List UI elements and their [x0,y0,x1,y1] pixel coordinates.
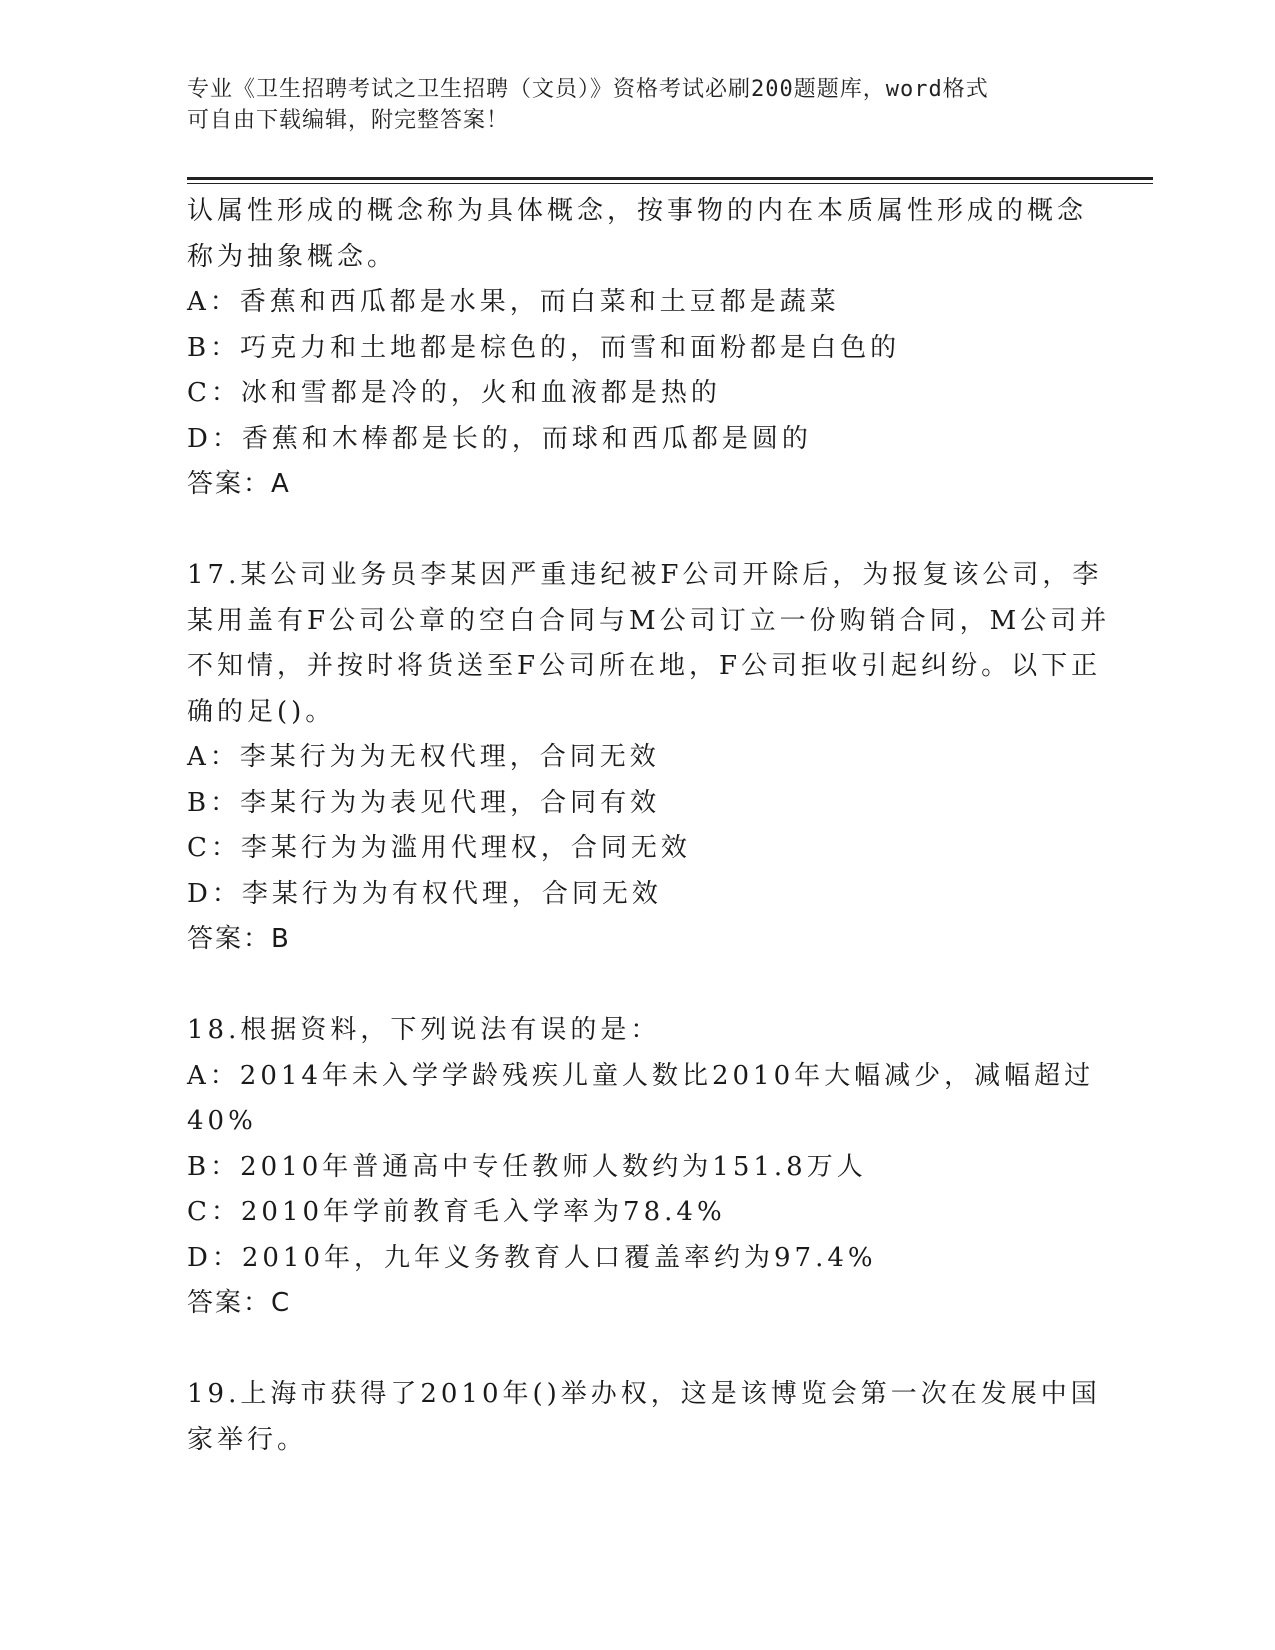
spacer [187,1327,1087,1373]
spacer [187,508,1087,554]
question-text-line: 认属性形成的概念称为具体概念，按事物的内在本质属性形成的概念 [187,196,1088,226]
document-body [187,189,1111,1463]
option-a: A：2014年未入学学龄残疾儿童人数比2010年大幅减少，减幅超过 [187,1060,1095,1091]
option-a: A：李某行为为无权代理，合同无效 [187,742,660,772]
header-line-2: 可自由下载编辑，附完整答案！ [187,108,510,133]
option-c: C：冰和雪都是冷的，火和血液都是热的 [187,378,721,408]
option-b: B：2010年普通高中专任教师人数约为151.8万人 [187,1151,867,1182]
option-b: B：巧克力和土地都是棕色的，而雪和面粉都是白色的 [187,332,901,363]
question-19 [187,1372,1101,1463]
question-text-line: 不知情，并按时将货送至F公司所在地，F公司拒收引起纠纷。以下正 [187,651,1102,681]
answer-line: 答案：B [187,924,291,954]
header-line-1: 专业《卫生招聘考试之卫生招聘（文员）》资格考试必刷200题题库，word格式 [187,77,989,102]
answer-line: 答案：C [187,1288,292,1318]
answer-line: 答案：A [187,469,291,499]
option-c: C：李某行为为滥用代理权，合同无效 [187,833,691,863]
header-divider-thick [187,177,1153,180]
option-d: D：李某行为为有权代理，合同无效 [187,878,662,909]
question-text-line: 18.根据资料，下列说法有误的是： [187,1015,661,1045]
spacer [187,963,1087,1009]
question-18 [187,1008,1095,1327]
question-text-line: 19.上海市获得了2010年()举办权，这是该博览会第一次在发展中国 [187,1379,1101,1409]
header-divider-thin [187,183,1153,184]
option-b: B：李某行为为表见代理，合同有效 [187,787,661,818]
option-a: A：香蕉和西瓜都是水果，而白菜和土豆都是蔬菜 [187,287,840,317]
question-text-line: 家举行。 [187,1424,308,1455]
question-text-line: 17.某公司业务员李某因严重违纪被F公司开除后，为报复该公司，李 [187,560,1103,590]
question-text-line: 确的足()。 [187,696,336,727]
question-16-continuation [187,189,1087,508]
question-17 [187,553,1111,963]
option-d: D：香蕉和木棒都是长的，而球和西瓜都是圆的 [187,423,812,454]
option-a-continued: 40% [187,1106,257,1136]
document-header [187,74,1067,136]
question-text-line: 称为抽象概念。 [187,241,398,272]
option-c: C：2010年学前教育毛入学率为78.4% [187,1197,726,1227]
question-text-line: 某用盖有F公司公章的空白合同与M公司订立一份购销合同，M公司并 [187,605,1111,636]
option-d: D：2010年，九年义务教育人口覆盖率约为97.4% [187,1242,877,1273]
